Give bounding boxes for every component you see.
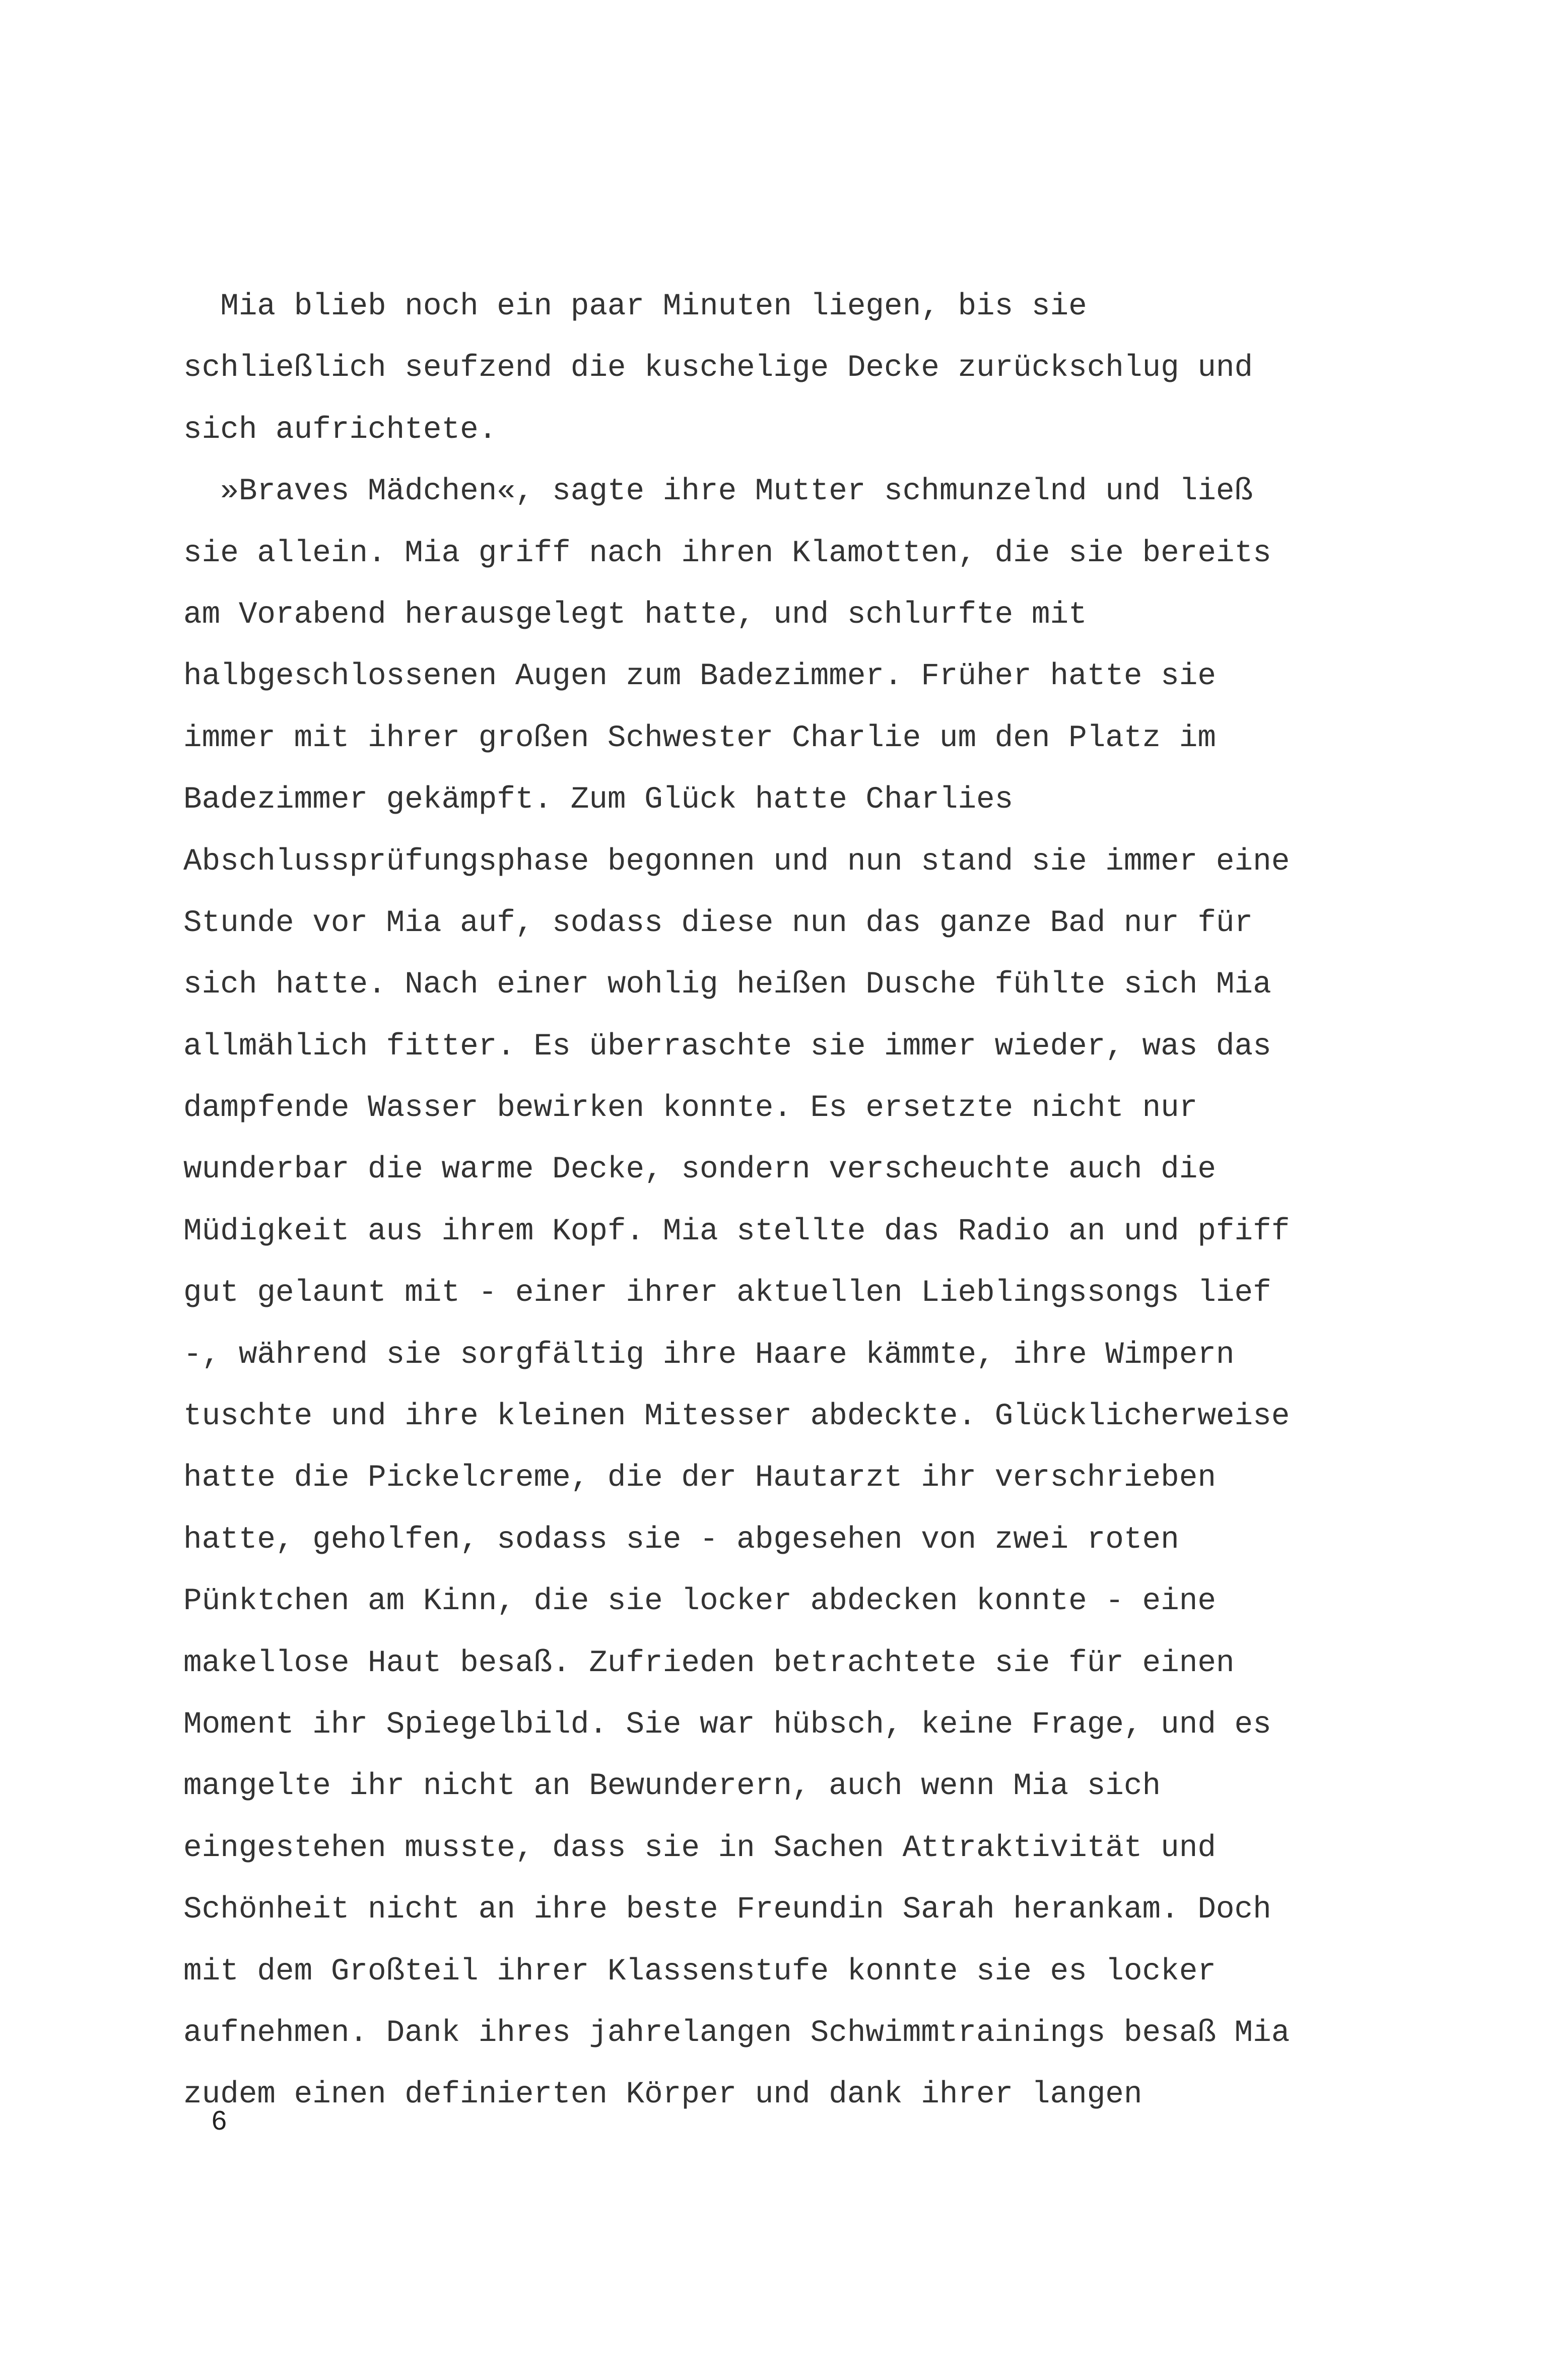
- text-line: makellose Haut besaß. Zufrieden betrachtete sie für einen: [183, 1645, 1235, 1681]
- text-line: Stunde vor Mia auf, sodass diese nun das ganze Bad nur für: [183, 905, 1253, 941]
- text-line: Schönheit nicht an ihre beste Freundin Sarah herankam. Doch: [183, 1892, 1271, 1928]
- page-number: 6: [212, 2105, 227, 2136]
- text-line: -, während sie sorgfältig ihre Haare kämmte, ihre Wimpern: [183, 1337, 1235, 1372]
- text-line: schließlich seufzend die kuschelige Decke zurückschlug und: [183, 351, 1253, 386]
- text-line: mit dem Großteil ihrer Klassenstufe konnte sie es locker: [183, 1954, 1216, 1989]
- text-line: aufnehmen. Dank ihres jahrelangen Schwimmtrainings besaß Mia: [183, 2015, 1290, 2051]
- text-line: Pünktchen am Kinn, die sie locker abdecken konnte - eine: [183, 1584, 1216, 1619]
- text-line: sich hatte. Nach einer wohlig heißen Dusche fühlte sich Mia: [183, 967, 1271, 1003]
- text-line: Mia blieb noch ein paar Minuten liegen, bis sie: [183, 289, 1087, 324]
- text-line: wunderbar die warme Decke, sondern verscheuchte auch die: [183, 1152, 1216, 1187]
- body-text: [183, 276, 1342, 2126]
- text-line: Müdigkeit aus ihrem Kopf. Mia stellte das Radio an und pfiff: [183, 1214, 1290, 1249]
- text-line: Abschlussprüfungsphase begonnen und nun stand sie immer eine: [183, 844, 1290, 879]
- text-line: sie allein. Mia griff nach ihren Klamotten, die sie bereits: [183, 536, 1271, 571]
- text-line: hatte die Pickelcreme, die der Hautarzt ihr verschrieben: [183, 1461, 1216, 1496]
- text-line: eingestehen musste, dass sie in Sachen Attraktivität und: [183, 1830, 1216, 1866]
- text-line: hatte, geholfen, sodass sie - abgesehen von zwei roten: [183, 1522, 1179, 1557]
- text-line: tuschte und ihre kleinen Mitesser abdeckte. Glücklicherweise: [183, 1399, 1290, 1434]
- text-line: sich aufrichtete.: [183, 412, 497, 447]
- text-line: halbgeschlossenen Augen zum Badezimmer. Früher hatte sie: [183, 659, 1216, 694]
- text-line: allmählich fitter. Es überraschte sie immer wieder, was das: [183, 1029, 1271, 1064]
- text-line: am Vorabend herausgelegt hatte, und schlurfte mit: [183, 597, 1087, 632]
- text-line: dampfende Wasser bewirken konnte. Es ersetzte nicht nur: [183, 1091, 1198, 1126]
- text-line: zudem einen definierten Körper und dank ihrer langen: [183, 2077, 1142, 2112]
- text-line: Badezimmer gekämpft. Zum Glück hatte Charlies: [183, 782, 1014, 818]
- text-line: Moment ihr Spiegelbild. Sie war hübsch, keine Frage, und es: [183, 1707, 1271, 1742]
- text-line: immer mit ihrer großen Schwester Charlie um den Platz im: [183, 720, 1216, 756]
- text-line: gut gelaunt mit - einer ihrer aktuellen Lieblingssongs lief: [183, 1276, 1271, 1311]
- text-line: mangelte ihr nicht an Bewunderern, auch wenn Mia sich: [183, 1769, 1161, 1804]
- text-line: »Braves Mädchen«, sagte ihre Mutter schmunzelnd und ließ: [183, 474, 1253, 509]
